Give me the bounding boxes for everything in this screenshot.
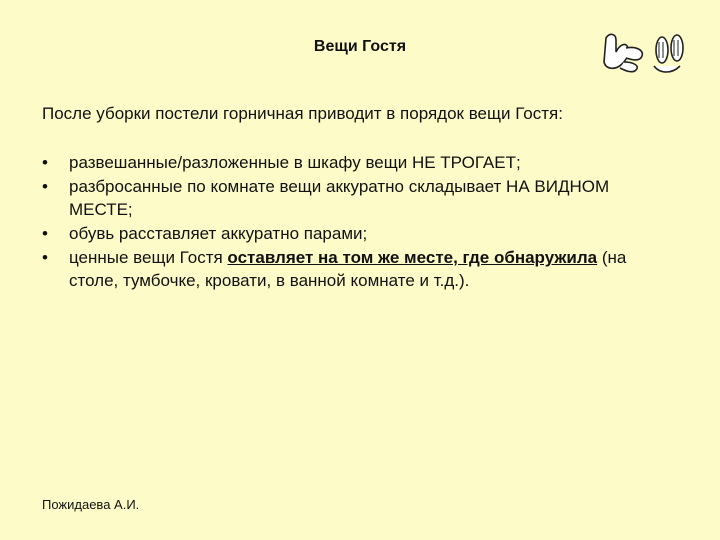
bullet-marker: • xyxy=(42,224,48,243)
slide-title: Вещи Гостя xyxy=(313,38,407,55)
bullet-text-before: ценные вещи Гостя xyxy=(69,248,228,267)
bullet-text: разбросанные по комнате вещи аккуратно складывает НА ВИДНОМ МЕСТЕ; xyxy=(69,177,610,219)
list-item xyxy=(42,151,672,174)
bullet-marker: • xyxy=(42,248,48,267)
hand-three-fingers-icon xyxy=(596,28,692,78)
bullet-list xyxy=(42,151,672,293)
bullet-marker: • xyxy=(42,177,48,196)
list-item xyxy=(42,246,672,292)
bullet-emphasis: оставляет на том же месте, где обнаружила xyxy=(227,248,598,267)
list-item xyxy=(42,222,672,245)
bullet-text-after: (на столе, тумбочке, кровати, в ванной комнате и т.д.). xyxy=(69,248,627,290)
bullet-marker: • xyxy=(42,153,48,172)
list-item xyxy=(42,175,672,221)
intro-text: После уборки постели горничная приводит в порядок вещи Гостя: xyxy=(42,104,563,123)
bullet-text: развешанные/разложенные в шкафу вещи НЕ ТРОГАЕТ; xyxy=(69,153,521,172)
author-name: Пожидаева А.И. xyxy=(42,497,140,512)
bullet-text: обувь расставляет аккуратно парами; xyxy=(69,224,368,243)
